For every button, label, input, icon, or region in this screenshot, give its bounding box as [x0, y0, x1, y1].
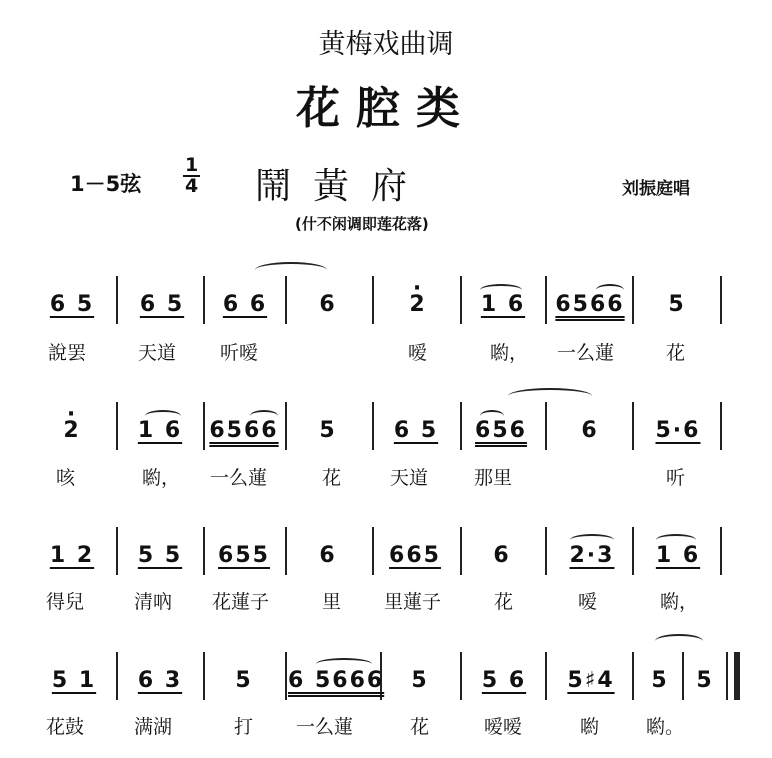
- final-barline: [734, 652, 740, 700]
- lyric: 花鼓: [46, 716, 85, 738]
- barline: [632, 402, 634, 450]
- note: 665: [389, 543, 441, 568]
- barline: [460, 276, 462, 324]
- barline: [632, 276, 634, 324]
- barline: [285, 527, 287, 575]
- lyric: 花: [666, 342, 686, 364]
- note: 6: [319, 292, 337, 317]
- barline: [285, 402, 287, 450]
- note-measure: [44, 292, 100, 317]
- lyric: 嗳: [408, 342, 428, 364]
- lyric: 清吶: [134, 591, 173, 613]
- lyric: 天道: [138, 342, 177, 364]
- note: · 2: [409, 292, 426, 317]
- note: 5 5: [137, 543, 183, 568]
- lyric: 說罢: [48, 342, 87, 364]
- lyric: 咳: [56, 467, 76, 489]
- note-measure: [44, 418, 100, 443]
- note: 6 6: [222, 292, 268, 317]
- barline: [545, 276, 547, 324]
- note: 5: [411, 668, 429, 693]
- barline: [460, 527, 462, 575]
- barline: [203, 276, 205, 324]
- note-measure: [558, 668, 624, 693]
- note-measure: [130, 543, 190, 568]
- lyric: 花: [494, 591, 514, 613]
- note-measure: [388, 418, 444, 443]
- lyric: 花: [410, 716, 430, 738]
- note: 5: [668, 292, 686, 317]
- note: 655: [218, 543, 270, 568]
- note-measure: [562, 418, 618, 443]
- barline: [460, 652, 462, 700]
- note-measure: [474, 668, 534, 693]
- note-measure: [206, 418, 282, 443]
- note-measure: [646, 543, 710, 568]
- note-measure: [646, 418, 710, 443]
- note: 5: [235, 668, 253, 693]
- barline: [720, 402, 722, 450]
- note-measure: [300, 418, 356, 443]
- lyric: 喲: [580, 716, 600, 738]
- note: 5: [651, 668, 669, 693]
- barline: [720, 527, 722, 575]
- note: 656: [475, 418, 527, 443]
- note: 1 6: [137, 418, 183, 443]
- barline: [720, 276, 722, 324]
- note-measure: [470, 418, 532, 443]
- barline: [460, 402, 462, 450]
- lyric: 一么蓮: [296, 716, 354, 738]
- note-measure: [560, 543, 624, 568]
- barline: [116, 276, 118, 324]
- barline: [203, 527, 205, 575]
- note: · 2: [63, 418, 80, 443]
- note-measure: [210, 543, 278, 568]
- note-measure: [390, 292, 446, 317]
- note-measure: [686, 668, 724, 693]
- lyric: 喲，: [490, 342, 529, 364]
- note: 6566: [209, 418, 279, 443]
- lyric: 喲，: [660, 591, 699, 613]
- barline: [203, 402, 205, 450]
- lyric: 一么蓮: [557, 342, 615, 364]
- tie-mark: [508, 388, 592, 404]
- lyric: 花: [322, 467, 342, 489]
- tie-mark: [655, 634, 703, 648]
- note-measure: [300, 292, 356, 317]
- note-measure: [134, 292, 190, 317]
- note: 6 3: [137, 668, 183, 693]
- barline: [545, 652, 547, 700]
- subtitle: 黄梅戏曲调: [318, 29, 454, 60]
- tie-mark: [255, 262, 327, 278]
- time-signature: [183, 156, 200, 196]
- barline: [372, 527, 374, 575]
- lyric: 得兒: [46, 591, 85, 613]
- note: 1 2: [49, 543, 95, 568]
- note: 5·6: [655, 418, 701, 443]
- lyric: 花蓮子: [212, 591, 270, 613]
- barline: [203, 652, 205, 700]
- barline: [285, 276, 287, 324]
- note: 5♯4: [567, 668, 615, 693]
- note: 6 5: [49, 292, 95, 317]
- note-measure: [216, 668, 272, 693]
- note: 6: [319, 543, 337, 568]
- lyric: 一么蓮: [210, 467, 268, 489]
- note-measure: [392, 668, 448, 693]
- note-measure: [380, 543, 450, 568]
- time-signature-denominator: 4: [185, 175, 199, 197]
- lyric: 里蓮子: [384, 591, 442, 613]
- note-measure: [44, 668, 104, 693]
- barline: [632, 527, 634, 575]
- lyric: 打: [234, 716, 254, 738]
- barline: [116, 402, 118, 450]
- note: 5: [696, 668, 714, 693]
- barline: [285, 652, 287, 700]
- note-measure: [44, 543, 100, 568]
- note: 1 6: [480, 292, 526, 317]
- note-measure: [217, 292, 273, 317]
- note-measure: [474, 543, 530, 568]
- note-measure: [652, 292, 702, 317]
- lyric: 听嗳: [220, 342, 259, 364]
- note-measure: [474, 292, 532, 317]
- lyric: 那里: [474, 467, 513, 489]
- lyric: 喲，: [142, 467, 181, 489]
- note: 6: [493, 543, 511, 568]
- lyric: 喲。: [646, 716, 685, 738]
- barline: [116, 527, 118, 575]
- note: 5: [319, 418, 337, 443]
- barline: [726, 652, 728, 700]
- lyric: 嗳嗳: [484, 716, 523, 738]
- barline: [372, 276, 374, 324]
- note-measure: [552, 292, 628, 317]
- note: 5 6: [481, 668, 527, 693]
- key-signature: 1－5弦: [70, 172, 142, 196]
- barline: [682, 652, 684, 700]
- lyric: 听: [666, 467, 686, 489]
- note: 6566: [555, 292, 625, 317]
- note: 2·3: [569, 543, 615, 568]
- note: 6 5: [139, 292, 185, 317]
- note-measure: [130, 668, 190, 693]
- lyric: 里: [322, 591, 342, 613]
- note-measure: [300, 543, 356, 568]
- note: 5 1: [51, 668, 97, 693]
- tune-note: (什不闲调即莲花落): [295, 215, 429, 233]
- lyric: 满湖: [134, 716, 173, 738]
- singer-credit: 刘振庭唱: [622, 179, 690, 199]
- note-measure: [640, 668, 680, 693]
- barline: [116, 652, 118, 700]
- note: 6 5666: [288, 668, 385, 693]
- note: 6 5: [393, 418, 439, 443]
- note-measure: [288, 668, 385, 693]
- piece-title: 鬧黃府: [255, 166, 430, 207]
- barline: [545, 402, 547, 450]
- note-measure: [130, 418, 190, 443]
- barline: [545, 527, 547, 575]
- category-title: 花腔类: [296, 83, 476, 134]
- lyric: 嗳: [578, 591, 598, 613]
- time-signature-numerator: 1: [185, 154, 199, 176]
- barline: [372, 402, 374, 450]
- lyric: 天道: [390, 467, 429, 489]
- note: 6: [581, 418, 599, 443]
- note: 1 6: [655, 543, 701, 568]
- barline: [632, 652, 634, 700]
